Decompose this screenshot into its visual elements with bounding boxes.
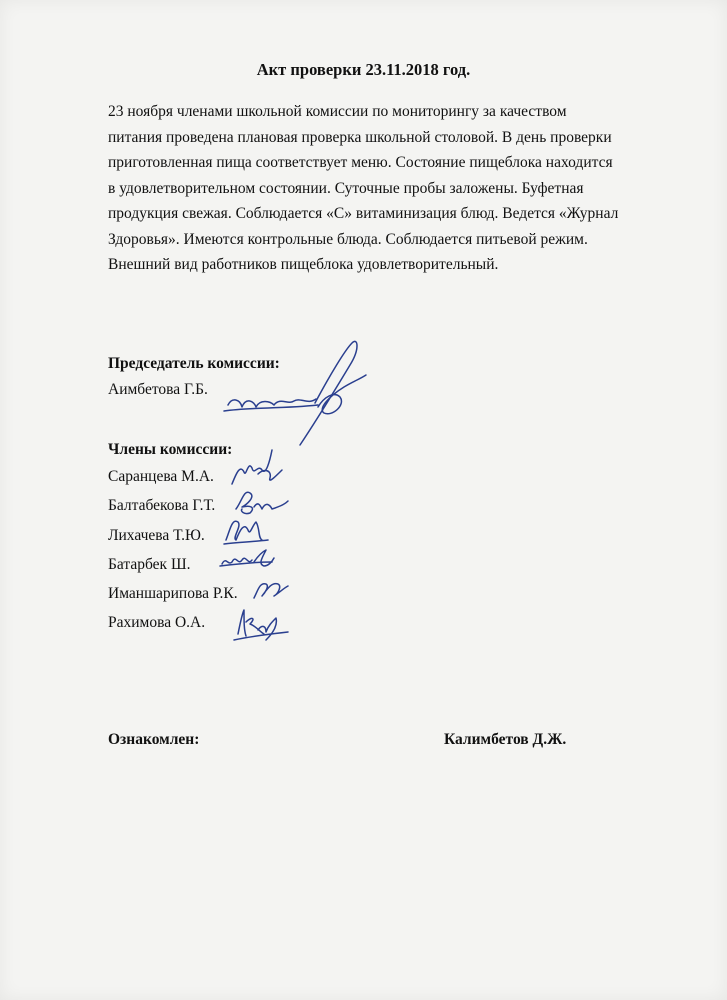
chairman-signature: [220, 335, 370, 450]
acknowledged-name: Калимбетов Д.Ж.: [444, 731, 567, 748]
body-line: продукция свежая. Соблюдается «С» витаминизация блюд. Ведется «Журнал: [108, 205, 619, 222]
member-signature: [218, 544, 278, 574]
member-name: Рахимова О.А.: [108, 614, 206, 631]
member-signature: [250, 574, 292, 604]
member-name: Лихачева Т.Ю.: [108, 527, 205, 544]
members-label: Члены комиссии:: [108, 441, 233, 458]
document-title: Акт проверки 23.11.2018 год.: [256, 60, 471, 79]
member-signature: [232, 604, 292, 644]
body-line: Здоровья». Имеются контрольные блюда. Соблюдается питьевой режим.: [108, 230, 588, 248]
chairman-name: Аимбетова Г.Б.: [108, 381, 208, 398]
member-name: Батарбек Ш.: [108, 556, 191, 573]
body-line: в удовлетворительном состоянии. Суточные пробы заложены. Буфетная: [108, 179, 584, 197]
member-name: Иманшарипова Р.К.: [108, 585, 238, 602]
chairman-label: Председатель комиссии:: [108, 355, 280, 372]
body-line: питания проведена плановая проверка школьной столовой. В день проверки: [108, 128, 612, 146]
body-line: Внешний вид работников пищеблока удовлетворительный.: [108, 256, 499, 273]
body-line: 23 ноября членами школьной комиссии по мониторингу за качеством: [108, 103, 567, 120]
act-body-text: [108, 99, 668, 278]
member-name: Саранцева М.А.: [108, 468, 214, 485]
member-name: Балтабекова Г.Т.: [108, 497, 216, 514]
acknowledged-label: Ознакомлен:: [108, 731, 200, 748]
body-line: приготовленная пища соответствует меню. Состояние пищеблока находится: [108, 154, 613, 171]
